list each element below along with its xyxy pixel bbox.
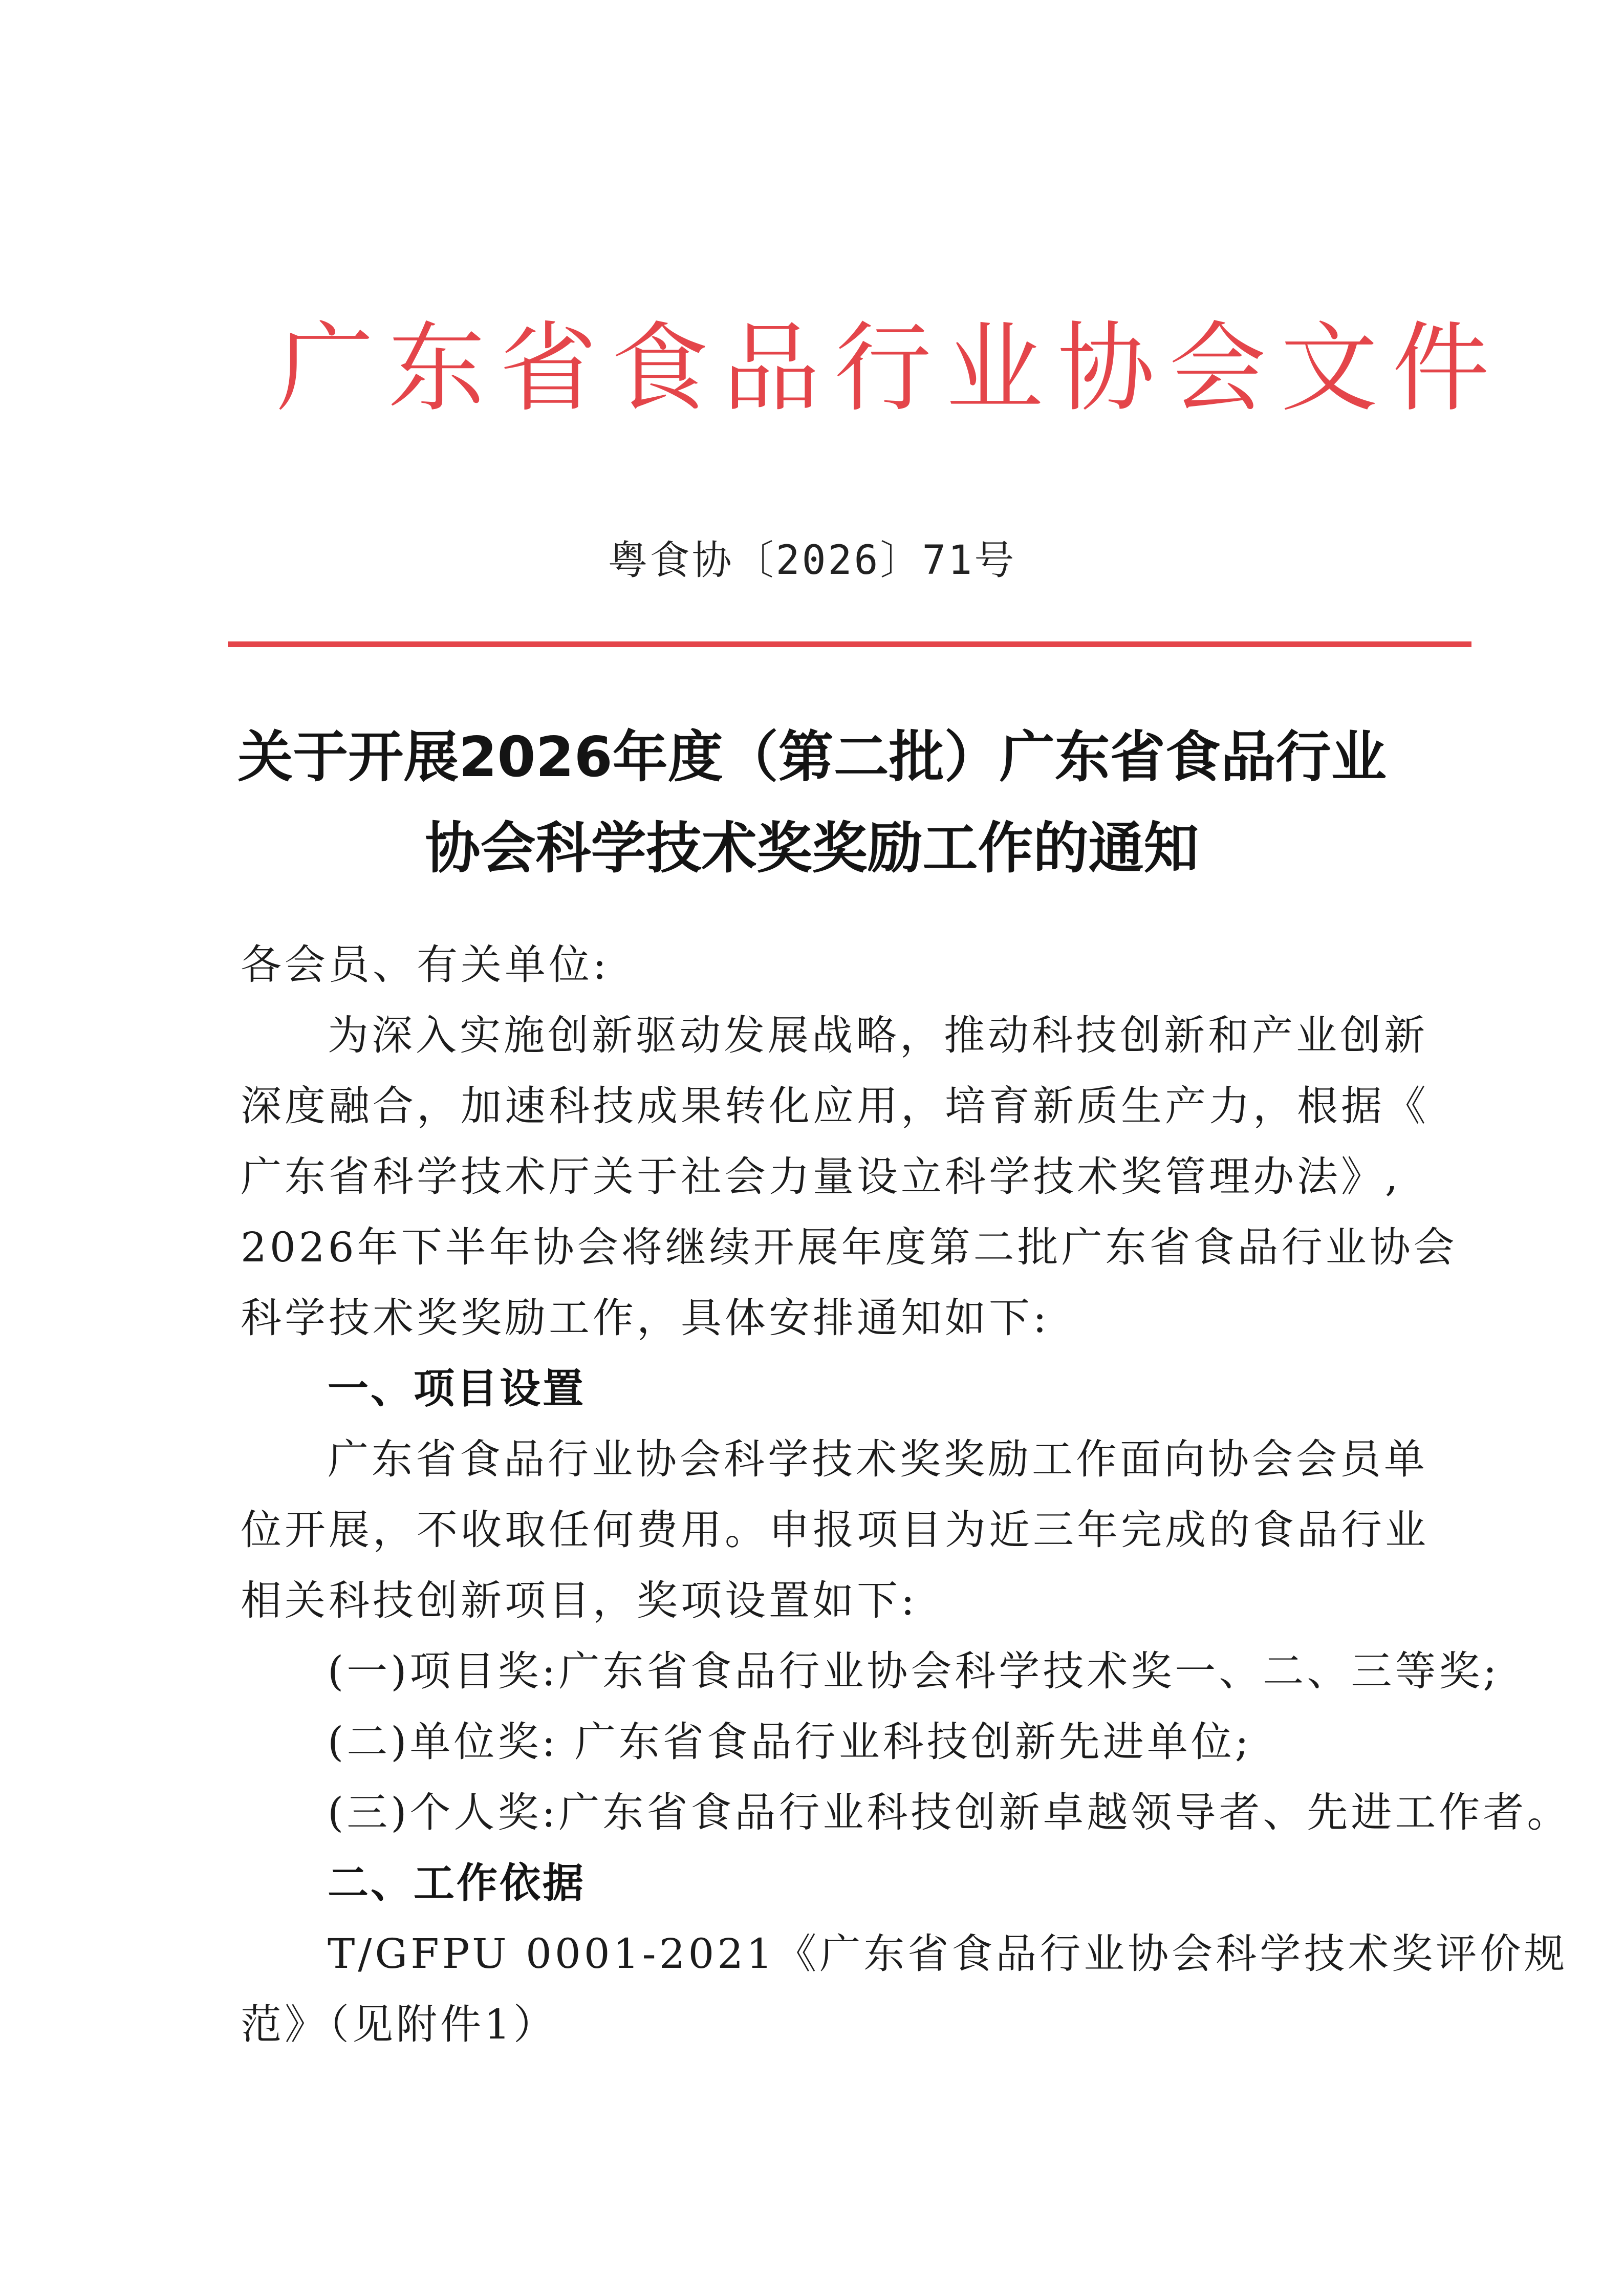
notice-title-line-2: 协会科学技术奖奖励工作的通知 xyxy=(425,817,1199,881)
intro-line-1: 为深入实施创新驱动发展战略，推动科技创新和产业创新 xyxy=(328,1012,1428,1059)
intro-line-4: 2026年下半年协会将继续开展年度第二批广东省食品行业协会 xyxy=(241,1224,1458,1271)
section-2-line-1: T/GFPU 0001-2021《广东省食品行业协会科学技术奖评价规 xyxy=(328,1930,1568,1978)
intro-line-3: 广东省科学技术厅关于社会力量设立科学技术奖管理办法》, xyxy=(241,1153,1401,1200)
award-item-individual: (三)个人奖:广东省食品行业科技创新卓越领导者、先进工作者。 xyxy=(328,1789,1571,1836)
section-1-line-3: 相关科技创新项目，奖项设置如下: xyxy=(241,1577,918,1624)
section-1-heading: 一、项目设置 xyxy=(328,1365,586,1412)
section-1-line-1: 广东省食品行业协会科学技术奖奖励工作面向协会会员单 xyxy=(328,1435,1428,1483)
intro-line-2: 深度融合，加速科技成果转化应用，培育新质生产力，根据《 xyxy=(241,1082,1429,1130)
masthead-title: 广东省食品行业协会文件 xyxy=(276,312,1504,425)
section-1-line-2: 位开展，不收取任何费用。申报项目为近三年完成的食品行业 xyxy=(241,1506,1429,1554)
red-divider-line xyxy=(228,641,1471,647)
document-number: 粤食协〔2026〕71号 xyxy=(608,538,1016,584)
section-2-line-2: 范》（见附件1） xyxy=(241,2001,557,2048)
salutation: 各会员、有关单位: xyxy=(241,941,610,989)
award-item-project: (一)项目奖:广东省食品行业协会科学技术奖一、二、三等奖; xyxy=(328,1647,1500,1695)
section-2-heading: 二、工作依据 xyxy=(328,1859,586,1907)
notice-title-line-1: 关于开展2026年度（第二批）广东省食品行业 xyxy=(237,725,1387,789)
award-item-unit: (二)单位奖: 广东省食品行业科技创新先进单位; xyxy=(328,1718,1252,1766)
intro-line-5: 科学技术奖奖励工作，具体安排通知如下: xyxy=(241,1294,1050,1342)
